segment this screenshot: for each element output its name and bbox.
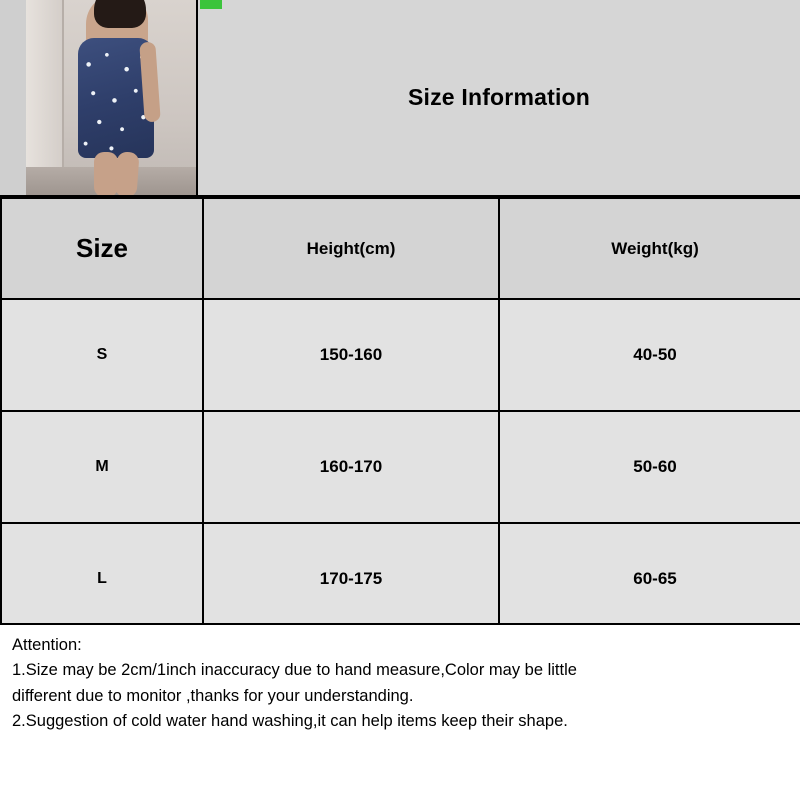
cell-height: 160-170	[203, 411, 499, 523]
table-row	[1, 411, 800, 523]
cell-size: M	[1, 411, 203, 523]
cell-height: 170-175	[203, 523, 499, 635]
page-title: Size Information	[407, 84, 591, 110]
table-row	[1, 299, 800, 411]
header-band	[0, 0, 800, 197]
photo-illustration	[26, 0, 196, 195]
attention-heading: Attention:	[12, 636, 82, 654]
attention-line-2: different due to monitor ,thanks for your understanding.	[12, 686, 414, 705]
table-row	[1, 523, 800, 635]
attention-line-3: 2.Suggestion of cold water hand washing,it can help items keep their shape.	[12, 712, 568, 731]
photo-door	[26, 0, 64, 195]
cell-size: S	[1, 299, 203, 411]
attention-line-1: 1.Size may be 2cm/1inch inaccuracy due to hand measure,Color may be little	[12, 661, 577, 680]
size-table	[0, 197, 800, 636]
attention-block	[0, 623, 800, 800]
product-photo	[0, 0, 198, 195]
title-cell	[198, 0, 800, 195]
table-header-row	[1, 198, 800, 299]
model-figure	[64, 0, 168, 195]
cell-height: 150-160	[203, 299, 499, 411]
cell-weight: 50-60	[499, 411, 800, 523]
column-header-size: Size	[1, 198, 203, 299]
cell-weight: 60-65	[499, 523, 800, 635]
green-marker-icon	[200, 0, 222, 9]
column-header-weight: Weight(kg)	[499, 198, 800, 299]
cell-weight: 40-50	[499, 299, 800, 411]
model-hair	[94, 0, 146, 28]
model-leg-right	[114, 151, 139, 195]
column-header-height: Height(cm)	[203, 198, 499, 299]
cell-size: L	[1, 523, 203, 635]
